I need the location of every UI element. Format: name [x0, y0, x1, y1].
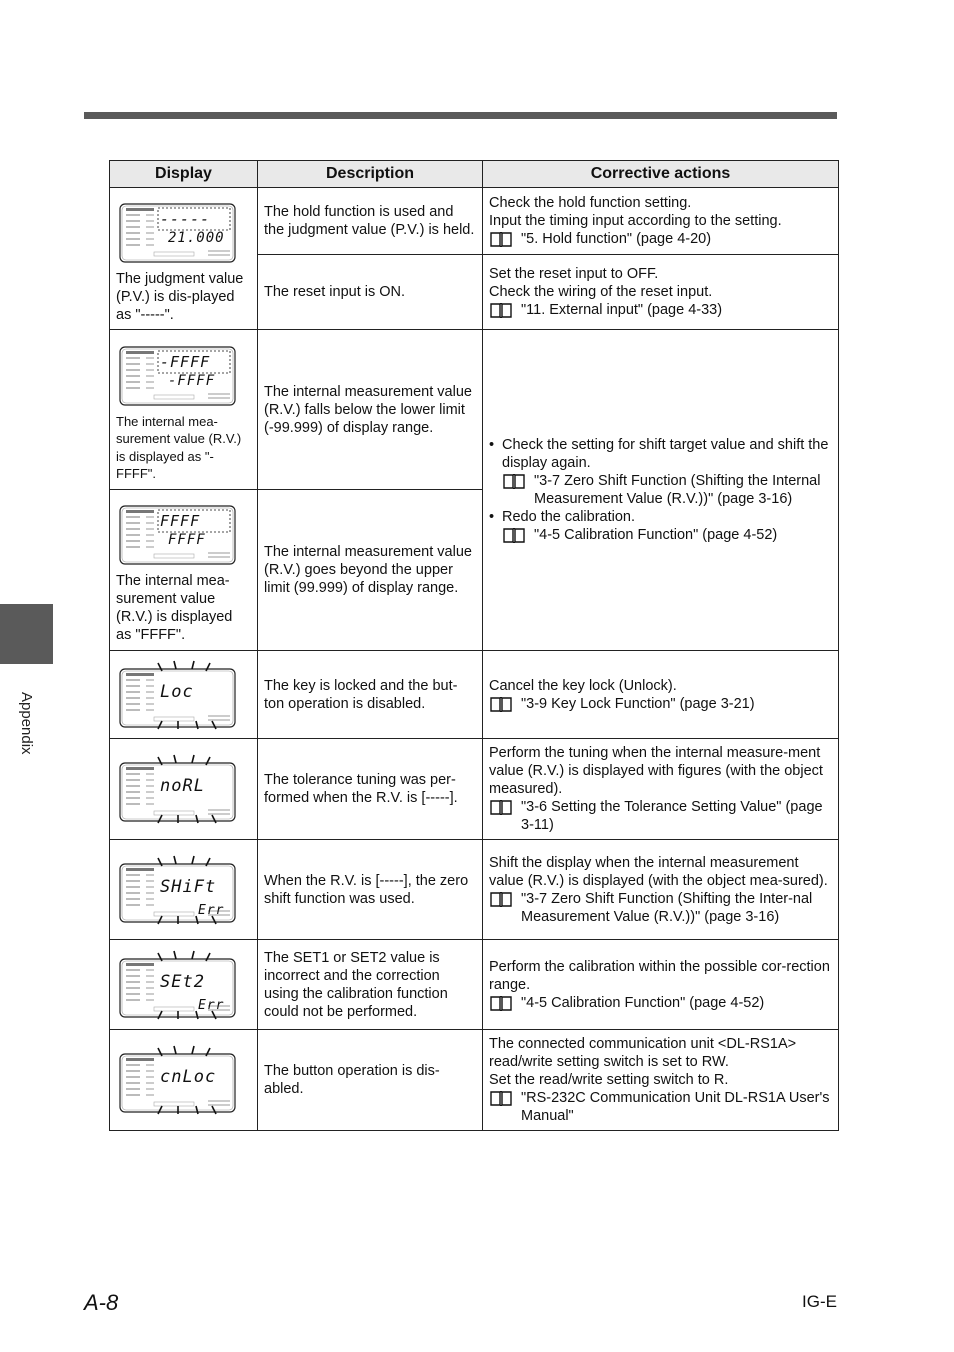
document-code: IG-E [802, 1292, 837, 1311]
action-line: Perform the calibration within the possible cor-rection range. [489, 958, 830, 993]
description-cell: The hold function is used and the judgment value (P.V.) is held. [258, 188, 483, 255]
reference-text: "3-9 Key Lock Function" (page 3-21) [521, 695, 755, 712]
table-row [110, 651, 839, 739]
lcd-main-value: ----- [160, 209, 211, 228]
manual-reference [489, 994, 832, 1012]
lcd-panel-illustration [116, 659, 238, 731]
action-line: Check the hold function setting. [489, 195, 692, 211]
lcd-panel-illustration [116, 496, 238, 568]
book-icon [490, 697, 512, 712]
display-cell [110, 1030, 258, 1131]
reference-text: "11. External input" (page 4-33) [521, 302, 723, 318]
table-row [110, 840, 839, 940]
description-cell: The internal measurement value (R.V.) goes beyond the upper limit (99.999) of display range. [258, 490, 483, 651]
manual-reference [489, 472, 832, 508]
description-cell: When the R.V. is [-----], the zero shift function was used. [258, 840, 483, 940]
table-row [110, 1030, 839, 1131]
lcd-display [116, 949, 251, 1021]
book-icon [490, 996, 512, 1011]
header-display: Display [110, 161, 258, 188]
page-number: A-8 [84, 1290, 119, 1315]
lcd-main-value: SEt2 [160, 971, 205, 992]
top-rule [84, 112, 837, 119]
description-cell: The key is locked and the but-ton operation is disabled. [258, 651, 483, 739]
reference-text: "4-5 Calibration Function" (page 4-52) [534, 527, 778, 543]
blink-indicator-icon [192, 1046, 194, 1054]
header-description: Description [258, 161, 483, 188]
lcd-main-value: cnLoc [160, 1067, 217, 1087]
lcd-panel-illustration [116, 854, 238, 926]
actions-cell [483, 255, 839, 330]
blink-indicator-icon [192, 755, 194, 763]
lcd-display [116, 496, 251, 568]
action-line: Set the read/write setting switch to R. [489, 1072, 729, 1088]
display-cell [110, 330, 258, 490]
reference-text: "4-5 Calibration Function" (page 4-52) [521, 994, 765, 1011]
blink-indicator-icon [174, 951, 176, 959]
manual-reference [489, 798, 832, 834]
reference-text: "3-7 Zero Shift Function (Shifting the Internal Measurement Value (R.V.))" (page 3-16) [534, 473, 821, 507]
manual-reference [489, 526, 832, 544]
lcd-sub-value: Err [198, 997, 225, 1013]
book-icon [503, 474, 525, 489]
manual-reference [489, 301, 832, 319]
manual-reference [489, 695, 832, 713]
action-line: Perform the tuning when the internal measure-ment value (R.V.) is displayed with figures (with the object measured). [489, 745, 823, 797]
section-tab-label: Appendix [18, 692, 35, 755]
display-cell [110, 188, 258, 330]
table-row [110, 330, 839, 490]
lcd-main-value: -FFFF [160, 352, 211, 371]
actions-cell [483, 940, 839, 1030]
manual-reference [489, 890, 832, 926]
lcd-main-value: noRL [160, 776, 205, 796]
display-caption: The judgment value (P.V.) is dis-played as "-----". [116, 270, 244, 323]
action-line: Set the reset input to OFF. [489, 266, 659, 282]
display-cell [110, 651, 258, 739]
action-line: Cancel the key lock (Unlock). [489, 677, 677, 694]
actions-cell [483, 840, 839, 940]
header-actions: Corrective actions [483, 161, 839, 188]
table-header-row [110, 161, 839, 188]
action-line: Shift the display when the internal measurement value (R.V.) is displayed (with the object mea-sured). [489, 854, 828, 889]
lcd-panel-illustration [116, 753, 238, 825]
lcd-panel-illustration [116, 337, 238, 409]
display-cell [110, 490, 258, 651]
lcd-panel-illustration [116, 949, 238, 1021]
blink-indicator-icon [192, 951, 194, 959]
lcd-sub-value: -FFFF [168, 372, 216, 389]
display-caption: The internal mea-surement value (R.V.) is displayed as "-FFFF". [116, 413, 242, 481]
reference-text: "3-7 Zero Shift Function (Shifting the Inter-nal Measurement Value (R.V.))" (page 3-16) [521, 890, 813, 925]
book-icon [490, 892, 512, 907]
table-row [110, 188, 839, 255]
lcd-display [116, 854, 251, 926]
table-row [110, 739, 839, 840]
section-tab-marker [0, 604, 53, 664]
display-cell [110, 739, 258, 840]
lcd-display [116, 1044, 251, 1116]
display-cell [110, 940, 258, 1030]
lcd-display [116, 753, 251, 825]
actions-cell [483, 330, 839, 651]
bullet-item: • Redo the calibration. [489, 508, 832, 526]
lcd-sub-value: FFFF [168, 532, 206, 548]
blink-indicator-icon [192, 661, 194, 669]
manual-reference [489, 230, 832, 248]
reference-text: "5. Hold function" (page 4-20) [521, 231, 712, 247]
lcd-display [116, 337, 251, 409]
reference-text: "RS-232C Communication Unit DL-RS1A User's Manual" [521, 1090, 830, 1124]
lcd-display [116, 659, 251, 731]
bullet-item: • Check the setting for shift target value and shift the display again. [489, 436, 832, 472]
blink-indicator-icon [174, 1046, 176, 1054]
actions-cell [483, 188, 839, 255]
reference-text: "3-6 Setting the Tolerance Setting Value" (page 3-11) [521, 799, 823, 833]
book-icon [490, 232, 512, 247]
lcd-sub-value: Err [198, 902, 225, 918]
lcd-main-value: SHiFt [160, 876, 217, 897]
troubleshooting-table [109, 160, 839, 1131]
book-icon [503, 528, 525, 543]
description-cell: The button operation is dis-abled. [258, 1030, 483, 1131]
lcd-panel-illustration [116, 1044, 238, 1116]
description-cell: The internal measurement value (R.V.) falls below the lower limit (-99.999) of display range. [258, 330, 483, 490]
description-cell: The SET1 or SET2 value is incorrect and the correction using the calibration function could not be performed. [258, 940, 483, 1030]
manual-reference [489, 1089, 832, 1125]
description-cell: The tolerance tuning was per-formed when the R.V. is [-----]. [258, 739, 483, 840]
action-line: Check the wiring of the reset input. [489, 284, 713, 300]
book-icon [490, 800, 512, 815]
table-row [110, 940, 839, 1030]
lcd-display [116, 194, 251, 266]
blink-indicator-icon [174, 755, 176, 763]
description-cell: The reset input is ON. [258, 255, 483, 330]
lcd-panel-illustration [116, 194, 238, 266]
action-line: Input the timing input according to the setting. [489, 213, 782, 229]
blink-indicator-icon [192, 856, 194, 864]
actions-cell [483, 651, 839, 739]
action-line: The connected communication unit <DL-RS1A> read/write setting switch is set to RW. [489, 1036, 797, 1070]
lcd-main-value: Loc [160, 681, 194, 702]
display-cell [110, 840, 258, 940]
actions-cell [483, 1030, 839, 1131]
blink-indicator-icon [174, 856, 176, 864]
lcd-sub-value: 21.000 [168, 229, 225, 246]
book-icon [490, 303, 512, 318]
lcd-main-value: FFFF [160, 512, 201, 530]
book-icon [490, 1091, 512, 1106]
display-caption: The internal mea-surement value (R.V.) is displayed as "FFFF". [116, 573, 233, 643]
blink-indicator-icon [174, 661, 176, 669]
actions-cell [483, 739, 839, 840]
